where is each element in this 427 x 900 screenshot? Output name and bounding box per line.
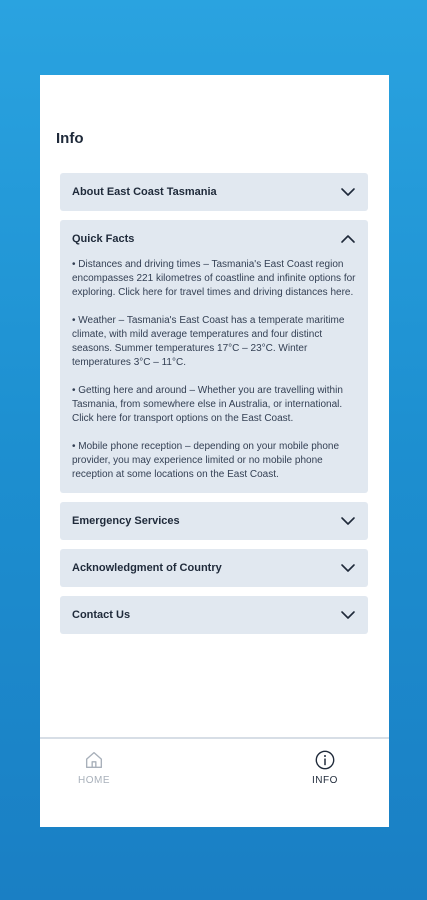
accordion-acknowledgment: [60, 549, 368, 587]
accordion-header-about[interactable]: [60, 173, 368, 211]
chevron-up-icon: [339, 230, 357, 248]
accordion-about: [60, 173, 368, 211]
accordion-title: Emergency Services: [72, 515, 180, 527]
accordion-header-emergency[interactable]: [60, 502, 368, 540]
fact-weather: • Weather – Tasmania's East Coast has a temperate maritime climate, with mild average temperatures and four distinct seasons. Summer temperatures 17°C – 23°C. Winter temperatures 3°C – 11°C.: [72, 315, 345, 368]
fact-mobile-reception: • Mobile phone reception – depending on your mobile phone provider, you may experience limited or no mobile phone reception at some locations on the East Coast.: [72, 441, 340, 480]
tab-home[interactable]: [78, 749, 110, 786]
info-accordion-list[interactable]: [60, 173, 368, 670]
accordion-title: Contact Us: [72, 609, 131, 621]
accordion-title: Quick Facts: [72, 233, 135, 245]
home-icon: [83, 749, 105, 771]
page-title: Info: [56, 130, 84, 147]
bottom-tab-bar: [40, 737, 389, 827]
chevron-down-icon: [339, 183, 357, 201]
quick-facts-content: [60, 258, 368, 493]
accordion-header-acknowledgment[interactable]: [60, 549, 368, 587]
chevron-down-icon: [339, 559, 357, 577]
chevron-down-icon: [339, 512, 357, 530]
tab-label: INFO: [312, 775, 338, 786]
accordion-contact: [60, 596, 368, 634]
tab-info[interactable]: [312, 749, 338, 786]
accordion-quick-facts: [60, 220, 368, 493]
info-icon: [314, 749, 336, 771]
accordion-header-quick-facts[interactable]: [60, 220, 368, 258]
accordion-title: About East Coast Tasmania: [72, 186, 217, 198]
app-screen: [40, 75, 389, 827]
accordion-title: Acknowledgment of Country: [72, 562, 222, 574]
accordion-header-contact[interactable]: [60, 596, 368, 634]
chevron-down-icon: [339, 606, 357, 624]
tab-label: HOME: [78, 775, 110, 786]
fact-distances[interactable]: • Distances and driving times – Tasmania's East Coast region encompasses 221 kilometres of coastline and infinite options for exploring. Click here for travel times and driving distances here.: [72, 259, 356, 298]
accordion-emergency: [60, 502, 368, 540]
fact-getting-around[interactable]: • Getting here and around – Whether you are travelling within Tasmania, from somewhere else in Australia, or international. Click here for transport options on the East Coast.: [72, 385, 343, 424]
